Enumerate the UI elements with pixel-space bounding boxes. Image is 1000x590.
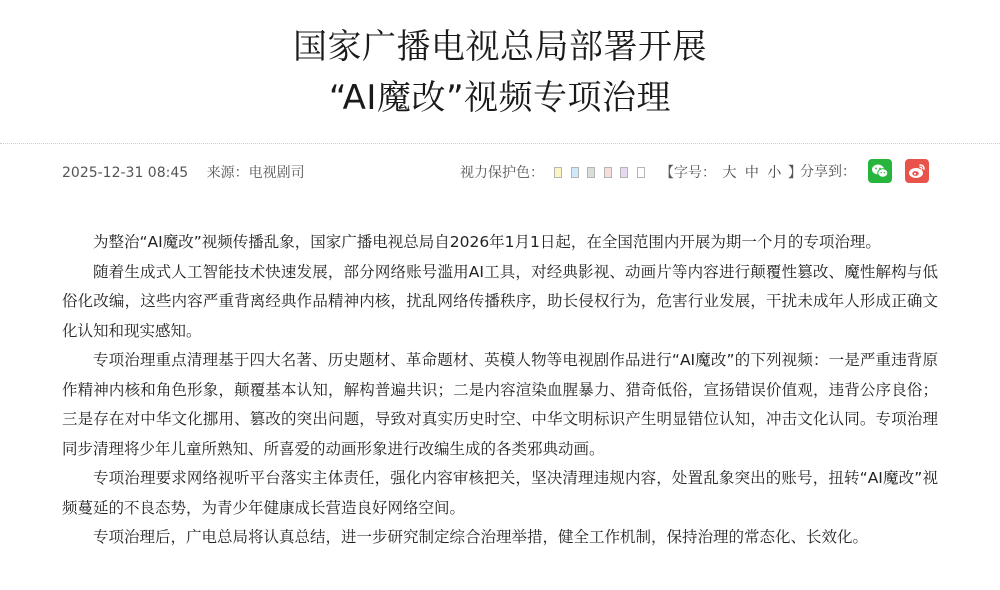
article-title-line-1: 国家广播电视总局部署开展 [293, 27, 707, 67]
share-wechat-button[interactable] [868, 159, 892, 183]
eye-care-label: 视力保护色： [460, 165, 544, 181]
share-weibo-button[interactable] [905, 159, 929, 183]
article-title [0, 22, 1000, 124]
font-size-label-open: 【字号： [660, 165, 716, 181]
eye-care-selector [460, 162, 649, 182]
eye-care-swatch-pink[interactable] [604, 167, 612, 178]
article-paragraph: 专项治理重点清理基于四大名著、历史题材、革命题材、英模人物等电视剧作品进行“AI魔改”的下列视频：一是严重违背原作精神内核和角色形象，颠覆基本认知，解构普遍共识；二是内容渲染血腥暴力、猎奇低俗，宣扬错误价值观，违背公序良俗；三是存在对中华文化挪用、篡改的突出问题，导致对真实历史时空、中华文明标识产生明显错位认知，冲击文化认同。专项治理同步清理将少年儿童所熟知、所喜爱的动画形象进行改编生成的各类邪典动画。 [62, 351, 938, 458]
wechat-icon [870, 161, 890, 181]
article-title-line-2: “AI魔改”视频专项治理 [328, 78, 672, 118]
share-label: 分享到： [800, 164, 856, 180]
title-divider [0, 143, 1000, 144]
eye-care-swatch-gray[interactable] [587, 167, 595, 178]
article-meta [62, 162, 305, 182]
article-body [62, 228, 938, 553]
article-meta-bar [62, 158, 942, 186]
eye-care-swatch-white[interactable] [637, 167, 645, 178]
font-size-small-button[interactable]: 小 [767, 165, 782, 181]
font-size-label-close: 】 [787, 165, 802, 181]
eye-care-swatch-blue[interactable] [571, 167, 579, 178]
eye-care-swatch-purple[interactable] [620, 167, 628, 178]
font-size-large-button[interactable]: 大 [722, 165, 737, 181]
article-source: 来源：电视剧司 [206, 165, 305, 181]
publish-date: 2025-12-31 08:45 [62, 165, 189, 181]
article-paragraph: 专项治理要求网络视听平台落实主体责任，强化内容审核把关，坚决清理违规内容，处置乱象突出的账号，扭转“AI魔改”视频蔓延的不良态势，为青少年健康成长营造良好网络空间。 [62, 469, 938, 517]
font-size-medium-button[interactable]: 中 [744, 165, 759, 181]
weibo-icon [907, 161, 927, 181]
eye-care-swatch-yellow[interactable] [554, 167, 562, 178]
article-paragraph: 专项治理后，广电总局将认真总结，进一步研究制定综合治理举措，健全工作机制，保持治理的常态化、长效化。 [93, 528, 869, 546]
share-bar [800, 159, 937, 183]
font-size-selector [660, 162, 802, 182]
eye-care-swatches [554, 166, 648, 182]
article-paragraph: 随着生成式人工智能技术快速发展，部分网络账号滥用AI工具，对经典影视、动画片等内容进行颠覆性篡改、魔性解构与低俗化改编，这些内容严重背离经典作品精神内核，扰乱网络传播秩序，助长侵权行为，危害行业发展，干扰未成年人形成正确文化认知和现实感知。 [62, 262, 938, 340]
article-paragraph: 为整治“AI魔改”视频传播乱象，国家广播电视总局自2026年1月1日起，在全国范围内开展为期一个月的专项治理。 [93, 233, 881, 251]
